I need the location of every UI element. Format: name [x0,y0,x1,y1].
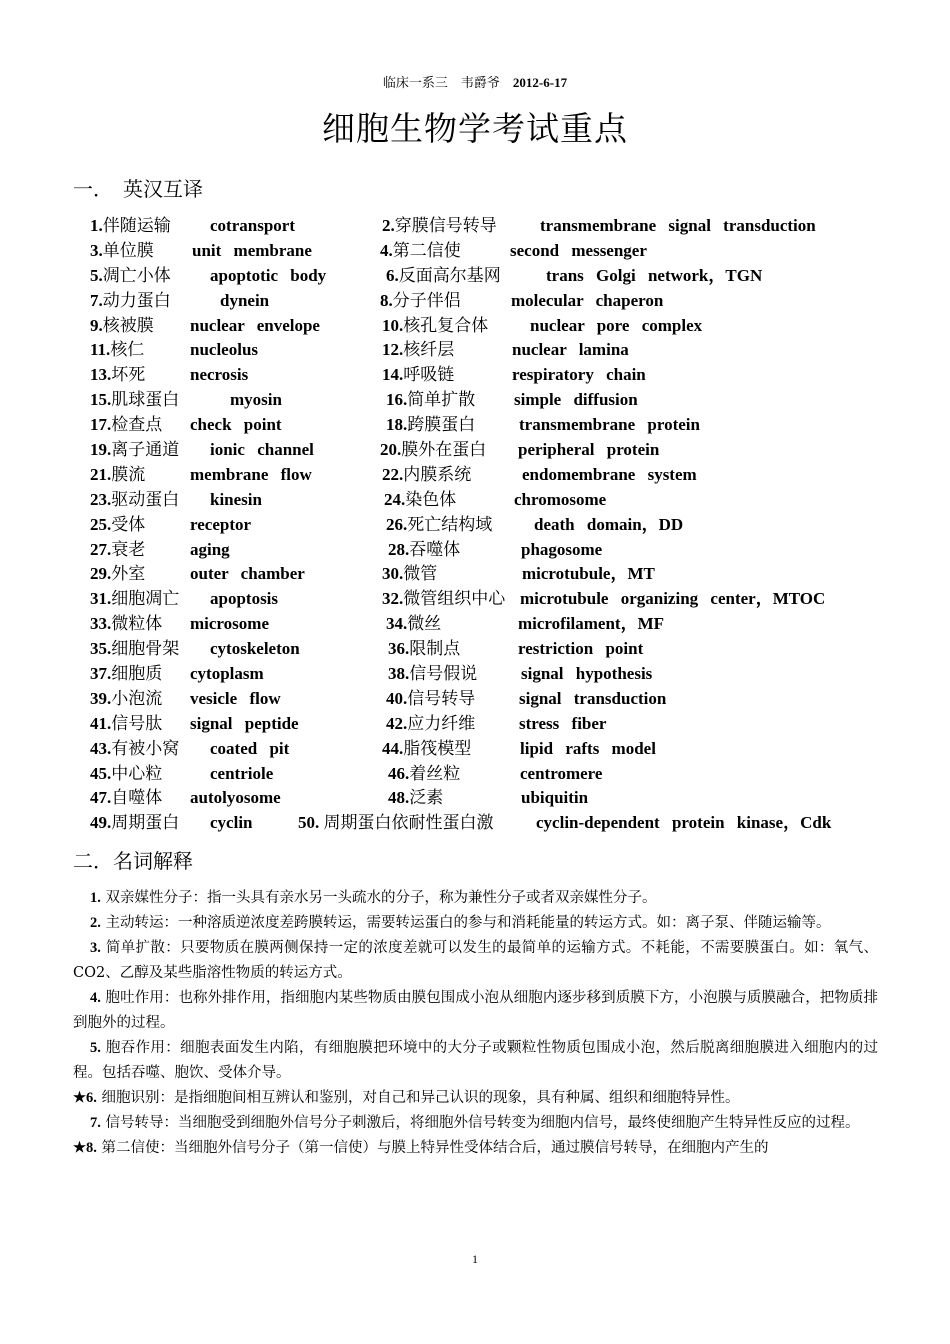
definition-number: 2. [90,915,101,931]
term-left-chinese [90,239,154,264]
term-left-chinese [90,811,179,836]
term-english: unit membrane [192,240,312,260]
term-number: 16. [386,390,408,410]
term-chinese: 穿膜信号转导 [394,216,497,236]
term-number: 17. [90,415,112,435]
term-english: cytoplasm [190,664,264,684]
term-number: 42. [386,713,408,733]
term-number: 6. [386,265,399,285]
term-number: 38. [388,664,410,684]
term-chinese: 微管 [403,564,438,585]
term-english: molecular chaperon [511,290,664,310]
term-left-chinese [90,662,162,687]
definition-item [73,986,878,1036]
term-row [90,786,890,811]
term-english: dynein [220,290,270,310]
term-number: 31. [90,589,112,609]
term-number: 36. [388,639,410,659]
term-number: 27. [90,539,112,559]
term-chinese: 核纤层 [403,340,455,361]
term-english: check point [190,415,282,435]
term-chinese: 细胞质 [111,664,163,685]
term-row [90,762,890,787]
term-row [90,463,890,488]
term-row [90,413,890,438]
term-english: microtubule，MT [522,564,655,584]
term-number: 12. [382,340,404,360]
term-english: microfilament，MF [518,614,665,634]
definition-text: 主动转运：一种溶质逆浓度差跨膜转运，需要转运蛋白的参与和消耗能量的转运方式。如：离子泵、伴随运输等。 [100,915,831,931]
term-row [90,314,890,339]
term-english: chromosome [514,489,607,509]
term-number: 3. [90,240,103,260]
term-row [90,811,890,836]
term-chinese: 膜外在蛋白 [401,440,487,461]
term-english: microsome [190,614,269,634]
definition-item [73,1136,878,1161]
page-number: 1 [472,1252,478,1266]
term-english: nucleolus [190,340,259,360]
term-row [90,363,890,388]
definition-number: 3. [90,940,101,956]
term-english: cytoskeleton [210,639,300,659]
term-chinese: 衰老 [111,539,146,560]
term-number: 11. [90,340,111,360]
term-chinese: 周期蛋白 [111,813,180,834]
term-number: 29. [90,564,112,584]
term-number: 14. [382,365,404,385]
term-number: 43. [90,738,112,758]
term-english: coated pit [210,738,290,758]
term-chinese: 反面高尔基网 [398,265,501,286]
term-english: centromere [520,763,603,783]
term-right-chinese [380,289,461,314]
definition-number: 7. [90,1115,101,1131]
definition-number: ★8. [73,1140,97,1156]
term-left-chinese [90,363,145,388]
term-chinese: 死亡结构域 [407,514,493,535]
term-english: cyclin [210,813,253,833]
term-english: stress fiber [519,713,607,733]
term-number: 28. [388,539,410,559]
term-right-chinese [298,811,494,836]
term-chinese: 单位膜 [102,240,154,261]
term-chinese: 微管组织中心 [403,589,506,610]
term-right-chinese [388,662,477,687]
term-number: 19. [90,440,112,460]
term-number: 2. [382,216,395,235]
term-right-chinese [382,737,471,762]
section-heading-translation: 一． 英汉互译 [73,177,203,201]
term-chinese: 泛素 [409,788,444,809]
term-number: 39. [90,688,112,708]
definition-text: 胞吐作用：也称外排作用，指细胞内某些物质由膜包围成小泡从细胞内逐步移到质膜下方，小泡膜与质膜融合，把物质排到胞外的过程。 [73,990,878,1031]
term-number: 10. [382,315,404,335]
term-right-chinese [386,687,475,712]
term-chinese: 小泡流 [111,688,163,709]
section-heading-definitions: 二．名词解释 [73,849,193,873]
term-number: 9. [90,315,103,335]
definition-item [73,1036,878,1086]
term-chinese: 核被膜 [102,315,154,336]
term-row [90,538,890,563]
term-english: membrane flow [190,464,312,484]
term-number: 46. [388,763,410,783]
term-row [90,662,890,687]
term-left-chinese [90,513,145,538]
term-left-chinese [90,762,162,787]
term-right-chinese [388,637,460,662]
term-chinese: 信号肽 [111,713,163,734]
term-chinese: 坏死 [111,365,146,386]
term-number: 4. [380,240,393,260]
term-number: 21. [90,464,112,484]
term-chinese: 肌球蛋白 [111,390,180,411]
term-chinese: 外室 [111,564,146,585]
term-right-chinese [386,513,492,538]
term-chinese: 信号转导 [407,688,476,709]
term-left-chinese [90,562,145,587]
term-chinese: 受体 [111,514,146,535]
term-number: 30. [382,564,404,584]
term-left-chinese [90,338,144,363]
term-row [90,338,890,363]
term-number: 18. [386,415,408,435]
term-right-chinese [380,438,486,463]
term-row [90,637,890,662]
term-chinese: 伴随运输 [102,216,171,236]
term-right-chinese [382,587,505,612]
term-chinese: 微粒体 [111,614,163,635]
term-left-chinese [90,438,179,463]
term-english: lipid rafts model [520,738,656,758]
term-left-chinese [90,488,179,513]
term-right-chinese [382,363,454,388]
term-english: cotransport [210,216,295,235]
definition-text: 简单扩散：只要物质在膜两侧保持一定的浓度差就可以发生的最简单的运输方式。不耗能，不需要膜蛋白。如：氧气、CO2、乙醇及某些脂溶性物质的转运方式。 [73,940,878,981]
term-row [90,687,890,712]
term-number: 40. [386,688,408,708]
definition-list [73,886,878,1161]
term-english: endomembrane system [522,464,697,484]
definition-text: 细胞识别：是指细胞间相互辨认和鉴别，对自己和异己认识的现象，具有种属、组织和细胞特异性。 [96,1090,740,1106]
term-english: nuclear lamina [512,340,629,360]
term-chinese: 周期蛋白依耐性蛋白激 [323,813,494,834]
term-chinese: 驱动蛋白 [111,489,180,510]
term-number: 50. [298,813,324,833]
definition-number: ★6. [73,1090,97,1106]
term-right-chinese [380,239,461,264]
term-left-chinese [90,289,171,314]
term-chinese: 简单扩散 [407,390,476,411]
term-row [90,712,890,737]
term-chinese: 呼吸链 [403,365,455,386]
term-left-chinese [90,388,179,413]
definition-item [73,911,878,936]
term-english: signal hypothesis [521,664,653,684]
term-chinese: 分子伴侣 [392,290,461,311]
term-left-chinese [90,712,162,737]
definition-number: 5. [90,1040,101,1056]
definition-item [73,1111,878,1136]
term-english: restriction point [518,639,644,659]
term-chinese: 有被小窝 [111,738,180,759]
term-chinese: 离子通道 [111,440,180,461]
term-number: 1. [90,216,103,235]
term-chinese: 微丝 [407,614,442,635]
term-english: microtubule organizing center，MTOC [520,589,826,609]
term-row [90,289,890,314]
definition-item [73,936,878,986]
term-left-chinese [90,538,145,563]
term-chinese: 着丝粒 [409,763,461,784]
term-row [90,612,890,637]
term-english: phagosome [521,539,603,559]
term-english: apoptotic body [210,265,327,285]
definition-text: 信号转导：当细胞受到细胞外信号分子刺激后，将细胞外信号转变为细胞内信号，最终使细胞产生特异性反应的过程。 [100,1115,860,1131]
term-chinese: 细胞骨架 [111,639,180,660]
definition-item [73,886,878,911]
term-chinese: 跨膜蛋白 [407,415,476,436]
page-header [0,72,950,91]
term-chinese: 应力纤维 [407,713,476,734]
term-right-chinese [388,762,460,787]
term-english: respiratory chain [512,365,646,385]
term-english: nuclear envelope [190,315,320,335]
term-right-chinese [386,612,441,637]
term-row [90,214,890,239]
term-english: simple diffusion [514,390,638,410]
term-english: second messenger [510,240,647,260]
term-number: 33. [90,614,112,634]
term-right-chinese [382,314,488,339]
term-number: 8. [380,290,393,310]
term-right-chinese [386,264,501,289]
term-number: 35. [90,639,112,659]
page-title: 细胞生物学考试重点 [322,109,628,148]
term-number: 41. [90,713,112,733]
term-left-chinese [90,737,179,762]
term-row [90,587,890,612]
term-number: 7. [90,290,103,310]
term-right-chinese [388,538,460,563]
term-left-chinese [90,264,171,289]
term-chinese: 细胞凋亡 [111,589,180,610]
term-right-chinese [386,413,475,438]
term-chinese: 中心粒 [111,763,163,784]
term-english: transmembrane protein [519,415,700,435]
term-chinese: 核仁 [110,340,145,361]
term-english: ubiquitin [521,788,589,808]
term-english: signal transduction [519,688,667,708]
term-english: necrosis [190,365,249,385]
term-english: cyclin-dependent protein kinase，Cdk [536,813,832,833]
term-left-chinese [90,314,154,339]
term-chinese: 检查点 [111,415,163,436]
header-text: 临床一系三 韦爵爷 [382,76,513,91]
term-list [90,214,890,836]
definition-number: 1. [90,890,101,906]
term-number: 15. [90,390,112,410]
term-row [90,388,890,413]
term-left-chinese [90,463,145,488]
definition-item [73,1086,878,1111]
term-number: 26. [386,514,408,534]
term-chinese: 第二信使 [392,240,461,261]
term-number: 44. [382,738,404,758]
term-row [90,562,890,587]
term-number: 37. [90,664,112,684]
term-english: aging [190,539,230,559]
term-chinese: 动力蛋白 [102,290,171,311]
term-chinese: 脂筏模型 [403,738,472,759]
term-number: 25. [90,514,112,534]
term-number: 22. [382,464,404,484]
term-english: death domain，DD [534,514,684,534]
term-right-chinese [386,388,475,413]
term-english: centriole [210,763,274,783]
term-row [90,513,890,538]
term-number: 47. [90,788,112,808]
term-chinese: 凋亡小体 [102,265,171,286]
term-english: autolyosome [190,788,281,808]
term-row [90,438,890,463]
term-left-chinese [90,637,179,662]
term-left-chinese [90,214,171,239]
term-right-chinese [384,488,456,513]
term-english: kinesin [210,489,262,509]
term-english: receptor [190,514,252,534]
term-number: 20. [380,440,402,460]
header-date: 2012-6-17 [512,75,568,90]
term-row [90,264,890,289]
term-english: ionic channel [210,440,314,460]
definition-text: 第二信使：当细胞外信号分子（第一信使）与膜上特异性受体结合后，通过膜信号转导，在细胞内产生的 [96,1140,769,1156]
term-right-chinese [382,463,471,488]
term-number: 32. [382,589,404,609]
term-number: 5. [90,265,103,285]
term-english: vesicle flow [190,688,281,708]
term-chinese: 膜流 [111,464,146,485]
term-chinese: 核孔复合体 [403,315,489,336]
term-row [90,239,890,264]
term-right-chinese [382,214,497,239]
term-number: 49. [90,813,112,833]
term-chinese: 信号假说 [409,664,478,685]
definition-text: 双亲媒性分子：指一头具有亲水另一头疏水的分子，称为兼性分子或者双亲媒性分子。 [100,890,657,906]
term-english: myosin [230,390,282,410]
term-right-chinese [382,562,437,587]
term-number: 23. [90,489,112,509]
term-right-chinese [388,786,443,811]
term-left-chinese [90,612,162,637]
term-english: signal peptide [190,713,299,733]
term-row [90,488,890,513]
term-right-chinese [386,712,475,737]
term-english: outer chamber [190,564,305,584]
term-left-chinese [90,413,162,438]
term-right-chinese [382,338,454,363]
term-left-chinese [90,786,162,811]
term-english: transmembrane signal transduction [540,216,816,235]
term-chinese: 自噬体 [111,788,163,809]
term-number: 45. [90,763,112,783]
term-number: 24. [384,489,406,509]
term-chinese: 内膜系统 [403,464,472,485]
term-chinese: 吞噬体 [409,539,461,560]
term-number: 13. [90,365,112,385]
term-chinese: 染色体 [405,489,457,510]
term-left-chinese [90,687,162,712]
definition-text: 胞吞作用：细胞表面发生内陷，有细胞膜把环境中的大分子或颗粒性物质包围成小泡，然后脱离细胞膜进入细胞内的过程。包括吞噬、胞饮、受体介导。 [73,1040,878,1081]
term-chinese: 限制点 [409,639,461,660]
term-row [90,737,890,762]
term-left-chinese [90,587,179,612]
term-english: nuclear pore complex [530,315,703,335]
definition-number: 4. [90,990,101,1006]
term-english: trans Golgi network，TGN [546,265,763,285]
term-number: 34. [386,614,408,634]
term-number: 48. [388,788,410,808]
term-english: peripheral protein [518,440,660,460]
term-english: apoptosis [210,589,279,609]
